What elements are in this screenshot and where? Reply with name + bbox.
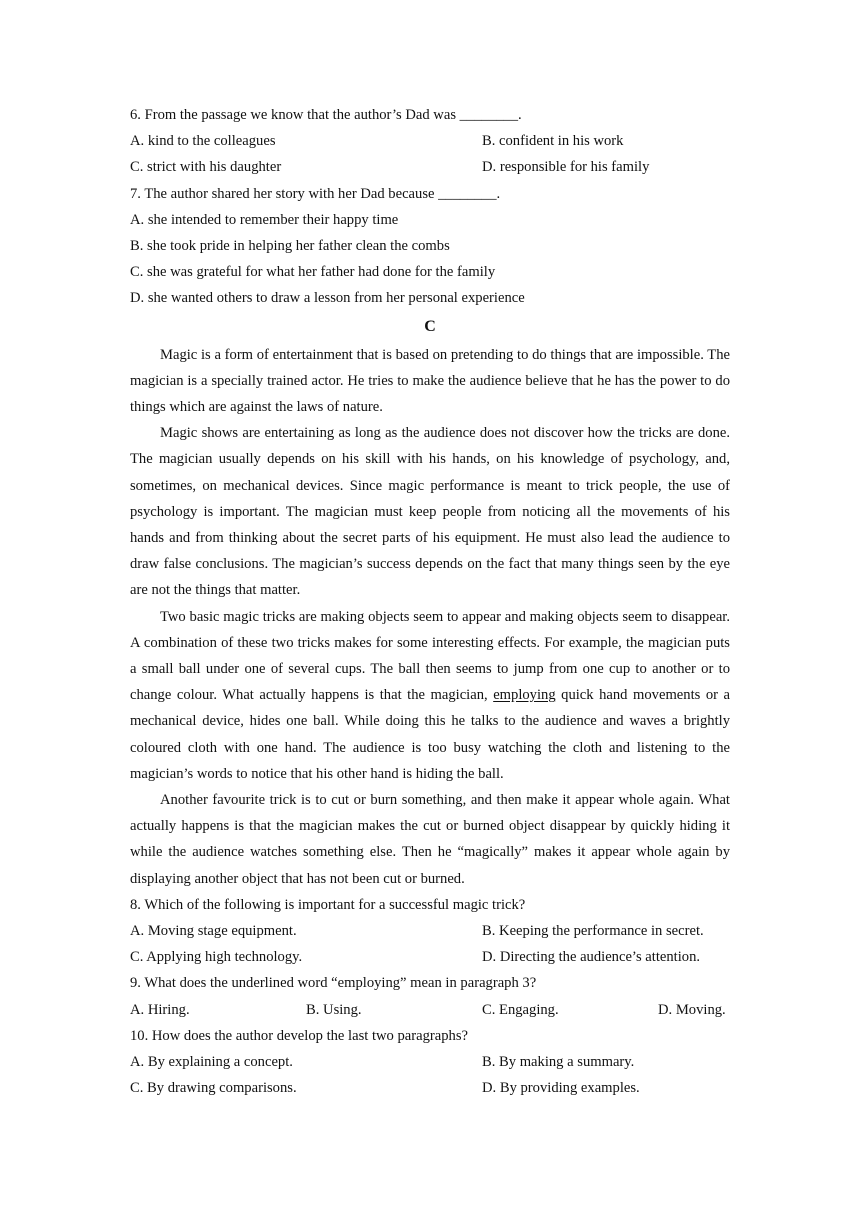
paragraph-3-text-before: Two basic magic tricks are making objects seem to appear and making objects seem to disappear. A combination of these two tricks makes for some interesting effects. For example, the magician puts a small ball under one of several cups. The ball then seems to jump from one cup to another or to change colour. What actually happens is that the magician,: [130, 608, 730, 704]
question-9-option-b: B. Using.: [306, 1001, 362, 1018]
question-6-options-row-1: [130, 128, 730, 154]
question-7-option-b: B. she took pride in helping her father clean the combs: [130, 237, 450, 254]
question-6-option-d: D. responsible for his family: [482, 159, 650, 176]
question-6-stem: 6. From the passage we know that the author’s Dad was ________.: [130, 107, 522, 123]
question-6-option-c: C. strict with his daughter: [130, 159, 282, 176]
question-6-option-b: B. confident in his work: [482, 133, 624, 150]
paragraph-3-text-after: quick hand movements or a mechanical device, hides one ball. While doing this he talks to the audience and waves a brightly coloured cloth with one hand. The audience is too busy watching the cloth and listening to the magician’s words to notice that his other hand is hiding the ball.: [130, 687, 730, 782]
question-10-options-row-1: [130, 1049, 730, 1075]
passage-paragraph-3: [130, 604, 730, 787]
section-title: C: [424, 317, 436, 335]
question-10-stem: 10. How does the author develop the last two paragraphs?: [130, 1027, 468, 1044]
question-9-option-d: D. Moving.: [658, 1001, 726, 1018]
passage-paragraph-4: Another favourite trick is to cut or burn something, and then make it appear whole again. What actually happens is that the magician makes the cut or burned object disappear by quickly hiding it while the audience watches something else. Then he “magically” makes it appear whole again by displaying another object that has not been cut or burned.: [130, 791, 730, 887]
passage-paragraph-1: Magic is a form of entertainment that is based on pretending to do things that are impossible. The magician is a specially trained actor. He tries to make the audience believe that he has the power to do things which are against the laws of nature.: [130, 346, 730, 415]
question-10-options-row-2: [130, 1075, 730, 1101]
question-8-options-row-2: [130, 944, 730, 970]
question-9-option-c: C. Engaging.: [482, 1001, 559, 1018]
question-8-options-row-1: [130, 918, 730, 944]
question-6-options-row-2: [130, 154, 730, 180]
question-10-option-d: D. By providing examples.: [482, 1080, 640, 1097]
question-8-option-c: C. Applying high technology.: [130, 949, 303, 966]
question-6-option-a: A. kind to the colleagues: [130, 133, 276, 150]
page-content: [130, 102, 730, 1101]
question-9-stem: 9. What does the underlined word “employing” mean in paragraph 3?: [130, 975, 537, 992]
question-10-option-c: C. By drawing comparisons.: [130, 1080, 297, 1097]
question-7-option-c: C. she was grateful for what her father had done for the family: [130, 264, 496, 281]
passage-paragraph-2: Magic shows are entertaining as long as the audience does not discover how the tricks are done. The magician usually depends on his skill with his hands, on his knowledge of psychology, and, sometimes, on mechanical devices. Since magic performance is meant to trick people, the use of psychology is important. The magician must keep people from noticing all the movements of his hands and from thinking about the secret parts of his equipment. He must also lead the audience to draw false conclusions. The magician’s success depends on the fact that many things seen by the eye are not the things that matter.: [130, 425, 730, 599]
question-7-option-d: D. she wanted others to draw a lesson from her personal experience: [130, 290, 525, 307]
question-9-options-row: [130, 997, 730, 1023]
question-8-option-a: A. Moving stage equipment.: [130, 922, 297, 939]
question-8-option-b: B. Keeping the performance in secret.: [482, 922, 704, 939]
question-10-option-b: B. By making a summary.: [482, 1053, 635, 1070]
question-10-option-a: A. By explaining a concept.: [130, 1053, 293, 1070]
question-9-option-a: A. Hiring.: [130, 1001, 190, 1018]
question-8-stem: 8. Which of the following is important for a successful magic trick?: [130, 896, 526, 913]
underlined-word: employing: [493, 687, 556, 704]
question-7-stem: 7. The author shared her story with her Dad because ________.: [130, 185, 501, 202]
question-7-option-a: A. she intended to remember their happy time: [130, 211, 399, 228]
question-8-option-d: D. Directing the audience’s attention.: [482, 949, 701, 966]
